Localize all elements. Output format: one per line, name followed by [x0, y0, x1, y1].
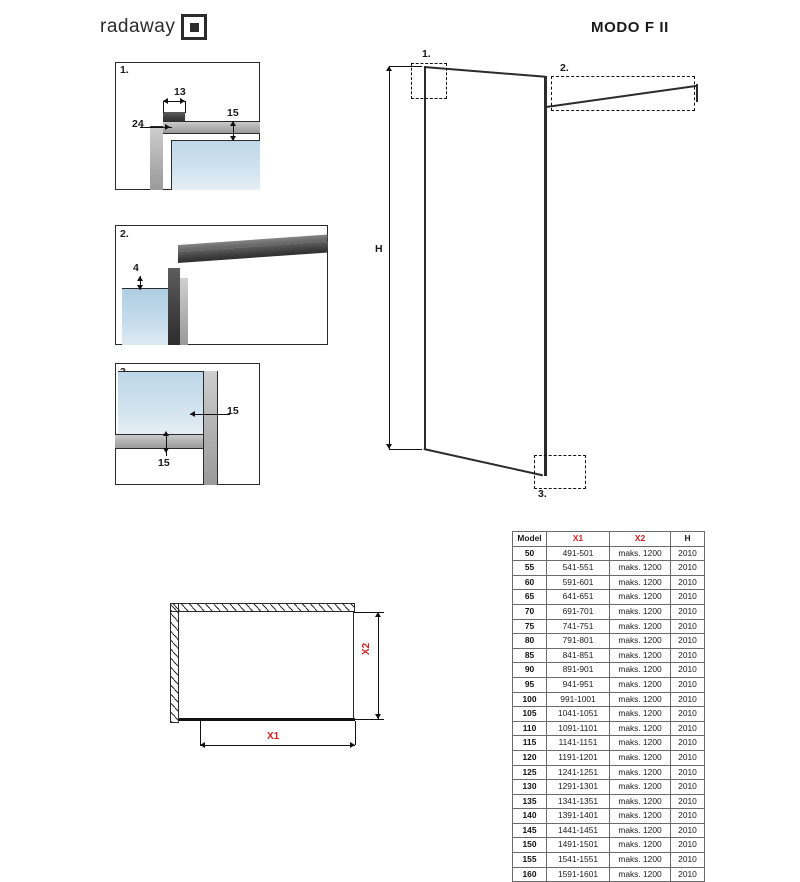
table-row [513, 634, 705, 649]
cell-x2: maks. 1200 [610, 780, 671, 795]
cell-h: 2010 [671, 590, 705, 605]
brand-name: radaway [100, 16, 176, 37]
callout-1-box [411, 63, 447, 99]
th-model: Model [513, 532, 547, 547]
cell-x2: maks. 1200 [610, 794, 671, 809]
cell-x2: maks. 1200 [610, 853, 671, 868]
detail-1-dim13-label: 13 [174, 86, 186, 98]
cell-model: 60 [513, 575, 547, 590]
cell-x1: 741-751 [547, 619, 610, 634]
plan-glass-panel [179, 718, 355, 721]
cell-x1: 1491-1501 [547, 838, 610, 853]
cell-model: 70 [513, 604, 547, 619]
detail-1-dim24-label: 24 [132, 118, 144, 130]
cell-x1: 1441-1451 [547, 823, 610, 838]
cell-x1: 1041-1051 [547, 707, 610, 722]
cell-x2: maks. 1200 [610, 765, 671, 780]
plan-wall-left [170, 603, 179, 723]
cell-h: 2010 [671, 575, 705, 590]
cell-x2: maks. 1200 [610, 838, 671, 853]
detail-3-vprofile-line-1 [203, 371, 204, 485]
square-logo-icon [181, 14, 207, 40]
x1-dim-label: X1 [267, 731, 280, 742]
detail-3-dim15b-label: 15 [158, 457, 170, 469]
detail-1-wall-profile [150, 126, 163, 190]
cell-x1: 691-701 [547, 604, 610, 619]
cell-x1: 1341-1351 [547, 794, 610, 809]
x2-dim-label: X2 [361, 642, 372, 655]
cell-x1: 591-601 [547, 575, 610, 590]
table-row [513, 692, 705, 707]
detail-1-glass [171, 140, 260, 190]
cell-x2: maks. 1200 [610, 721, 671, 736]
panel-left-edge [424, 66, 426, 449]
cell-h: 2010 [671, 561, 705, 576]
detail-1-top-line-2 [163, 133, 260, 134]
table-row [513, 604, 705, 619]
cell-x2: maks. 1200 [610, 590, 671, 605]
cell-model: 110 [513, 721, 547, 736]
detail-1-dim15-arrow-down [230, 136, 236, 141]
cell-x1: 1291-1301 [547, 780, 610, 795]
detail-3-dim15b-arrow-up [163, 431, 169, 436]
table-row [513, 838, 705, 853]
cell-model: 125 [513, 765, 547, 780]
cell-h: 2010 [671, 721, 705, 736]
cell-x2: maks. 1200 [610, 750, 671, 765]
callout-3-box [534, 455, 586, 489]
cell-model: 65 [513, 590, 547, 605]
detail-2-dim4-arrow-down [137, 285, 143, 290]
cell-h: 2010 [671, 648, 705, 663]
detail-3-bprofile-line-1 [115, 434, 203, 435]
x2-dim-ext-top [354, 612, 384, 613]
cell-model: 75 [513, 619, 547, 634]
detail-3-glass [118, 371, 203, 434]
detail-3-dim15b-arrow-down [163, 448, 169, 453]
cell-model: 95 [513, 677, 547, 692]
detail-2-vertical-profile-inner [180, 278, 188, 345]
table-row [513, 736, 705, 751]
cell-x1: 1141-1151 [547, 736, 610, 751]
x1-dim-line [200, 745, 355, 746]
x1-dim-ext-left [200, 721, 201, 745]
cell-model: 150 [513, 838, 547, 853]
cell-model: 55 [513, 561, 547, 576]
cell-model: 85 [513, 648, 547, 663]
callout-3-label: 3. [538, 488, 547, 500]
cell-h: 2010 [671, 823, 705, 838]
detail-3-bottom-profile [115, 434, 203, 448]
cell-x2: maks. 1200 [610, 692, 671, 707]
page-title: MODO F II [591, 19, 669, 36]
detail-1-dim15-arrow-up [230, 121, 236, 126]
th-x2: X2 [610, 532, 671, 547]
table-row [513, 750, 705, 765]
cell-model: 100 [513, 692, 547, 707]
cell-h: 2010 [671, 750, 705, 765]
cell-h: 2010 [671, 853, 705, 868]
detail-1-top-profile [163, 121, 260, 133]
table-row [513, 721, 705, 736]
cell-h: 2010 [671, 794, 705, 809]
cell-x1: 791-801 [547, 634, 610, 649]
x2-dim-ext-bottom [354, 719, 384, 720]
cell-x2: maks. 1200 [610, 561, 671, 576]
cell-model: 155 [513, 853, 547, 868]
table-row [513, 780, 705, 795]
detail-3-glass-edge [118, 371, 203, 372]
cell-x1: 991-1001 [547, 692, 610, 707]
x2-dim-line [378, 615, 379, 719]
cell-x2: maks. 1200 [610, 575, 671, 590]
cell-x2: maks. 1200 [610, 663, 671, 678]
h-dim-label: H [375, 243, 383, 255]
detail-2-dim4-arrow-up [137, 276, 143, 281]
cell-model: 90 [513, 663, 547, 678]
cell-h: 2010 [671, 736, 705, 751]
h-dim-ext-top [389, 66, 422, 67]
plan-wall-top [170, 603, 355, 612]
table-row [513, 590, 705, 605]
x1-dim-ext-right [355, 721, 356, 745]
cell-x2: maks. 1200 [610, 634, 671, 649]
detail-2-glass-edge [122, 288, 168, 289]
detail-3-dim15a-arrow [190, 411, 195, 417]
cell-model: 80 [513, 634, 547, 649]
cell-x1: 1591-1601 [547, 867, 610, 882]
table-row [513, 663, 705, 678]
cell-model: 50 [513, 546, 547, 561]
cell-h: 2010 [671, 838, 705, 853]
table-row [513, 677, 705, 692]
th-h: H [671, 532, 705, 547]
cell-h: 2010 [671, 692, 705, 707]
cell-x1: 1191-1201 [547, 750, 610, 765]
cell-x1: 1091-1101 [547, 721, 610, 736]
detail-1-bracket [163, 112, 185, 122]
cell-model: 140 [513, 809, 547, 824]
table-row [513, 765, 705, 780]
cell-h: 2010 [671, 546, 705, 561]
detail-3-vertical-profile [203, 371, 217, 485]
cell-x2: maks. 1200 [610, 604, 671, 619]
detail-1-dim13-ext-2 [185, 101, 186, 113]
cell-x2: maks. 1200 [610, 809, 671, 824]
detail-1-dim24-arrow [165, 124, 170, 130]
cell-x2: maks. 1200 [610, 648, 671, 663]
cell-x2: maks. 1200 [610, 619, 671, 634]
cell-x1: 1541-1551 [547, 853, 610, 868]
table-row [513, 619, 705, 634]
cell-x2: maks. 1200 [610, 546, 671, 561]
cell-x1: 491-501 [547, 546, 610, 561]
plan-support-line [353, 612, 354, 719]
detail-3-bprofile-line-2 [115, 448, 203, 449]
cell-model: 135 [513, 794, 547, 809]
table-row [513, 853, 705, 868]
cell-x1: 541-551 [547, 561, 610, 576]
callout-2-label: 2. [560, 62, 569, 74]
cell-x1: 641-651 [547, 590, 610, 605]
detail-1-marker: 1. [120, 64, 129, 76]
cell-h: 2010 [671, 634, 705, 649]
detail-1-glass-edge-left [171, 140, 172, 190]
cell-h: 2010 [671, 809, 705, 824]
panel-bottom-edge [424, 448, 544, 476]
cell-x2: maks. 1200 [610, 867, 671, 882]
cell-h: 2010 [671, 619, 705, 634]
cell-model: 120 [513, 750, 547, 765]
panel-right-edge [544, 76, 547, 476]
cell-h: 2010 [671, 765, 705, 780]
table-row [513, 809, 705, 824]
table-row [513, 561, 705, 576]
th-x1: X1 [547, 532, 610, 547]
cell-x2: maks. 1200 [610, 677, 671, 692]
cell-model: 130 [513, 780, 547, 795]
detail-2-glass [122, 288, 168, 345]
callout-2-box [551, 76, 695, 111]
cell-h: 2010 [671, 663, 705, 678]
detail-1-glass-edge [171, 140, 260, 141]
table-row [513, 867, 705, 882]
table-row [513, 575, 705, 590]
cell-x2: maks. 1200 [610, 736, 671, 751]
cell-model: 105 [513, 707, 547, 722]
table-row [513, 546, 705, 561]
detail-3-dim15a-line [190, 414, 230, 415]
support-arm-wall-end [696, 84, 698, 102]
cell-x1: 941-951 [547, 677, 610, 692]
cell-x1: 1241-1251 [547, 765, 610, 780]
cell-x2: maks. 1200 [610, 823, 671, 838]
cell-model: 160 [513, 867, 547, 882]
detail-2-vertical-profile [168, 268, 180, 345]
detail-2-dim4-label: 4 [133, 262, 139, 274]
table-row [513, 707, 705, 722]
cell-h: 2010 [671, 707, 705, 722]
brand-logo [100, 14, 207, 40]
cell-h: 2010 [671, 780, 705, 795]
detail-1-dim13-ext-1 [163, 101, 164, 113]
callout-1-label: 1. [422, 48, 431, 60]
h-dim-line [389, 66, 390, 449]
table-row [513, 823, 705, 838]
cell-x1: 1391-1401 [547, 809, 610, 824]
spec-table [512, 531, 705, 882]
cell-x1: 841-851 [547, 648, 610, 663]
cell-h: 2010 [671, 604, 705, 619]
table-header-row [513, 532, 705, 547]
cell-x2: maks. 1200 [610, 707, 671, 722]
cell-model: 145 [513, 823, 547, 838]
cell-model: 115 [513, 736, 547, 751]
detail-3-dim15a-label: 15 [227, 405, 239, 417]
detail-2-marker: 2. [120, 228, 129, 240]
table-row [513, 794, 705, 809]
detail-3-vprofile-line-2 [217, 371, 218, 485]
cell-h: 2010 [671, 867, 705, 882]
h-dim-ext-bottom [389, 449, 422, 450]
table-row [513, 648, 705, 663]
detail-1-dim15-label: 15 [227, 107, 239, 119]
cell-h: 2010 [671, 677, 705, 692]
cell-x1: 891-901 [547, 663, 610, 678]
